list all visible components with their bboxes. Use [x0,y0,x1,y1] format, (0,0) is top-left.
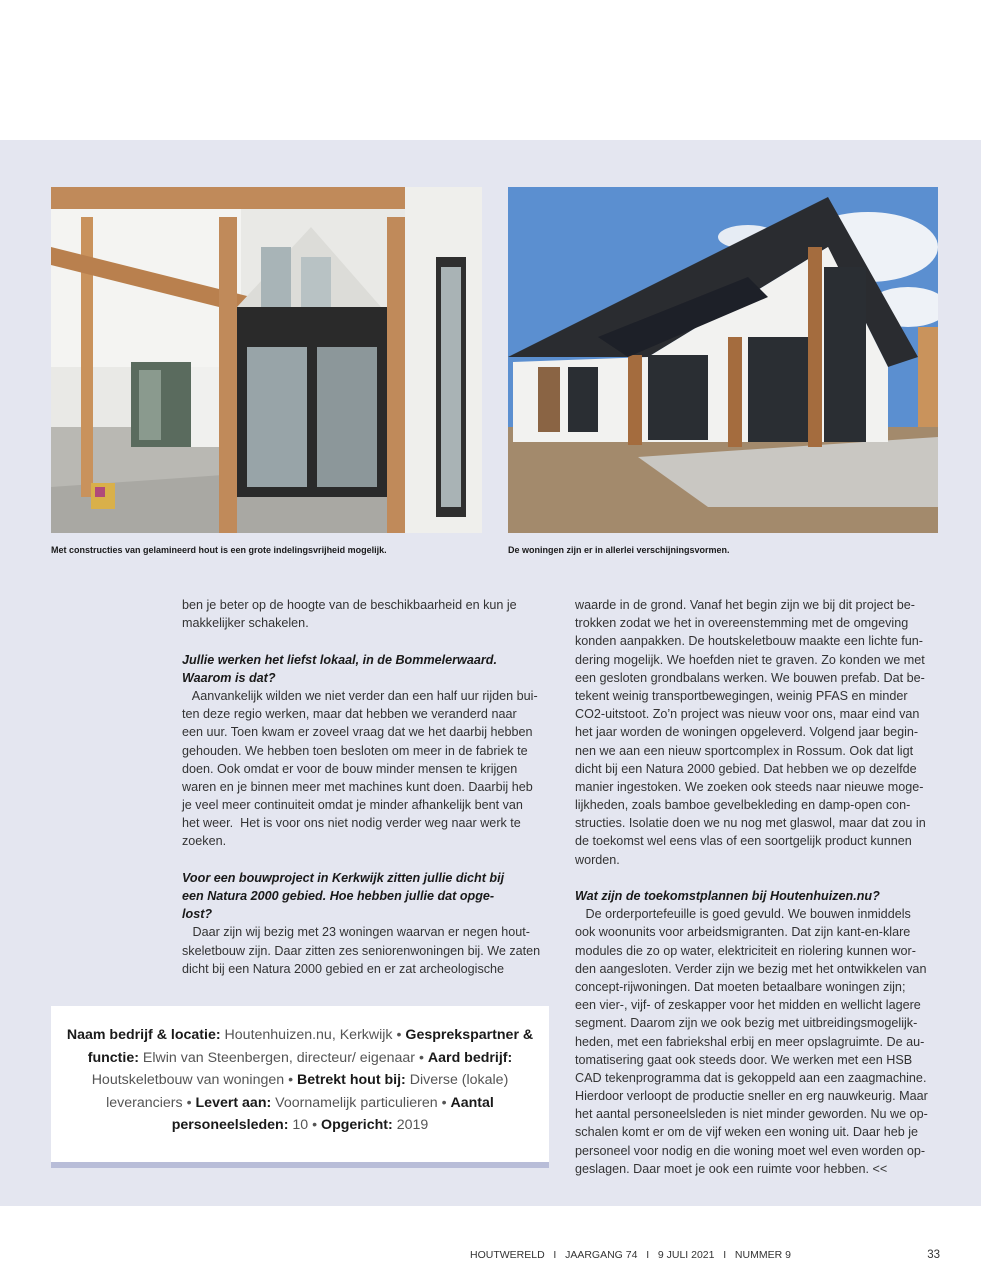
article-text-line: nen we aan een nieuw sportcomplex in Rossum. Ook dat ligt [575,743,914,758]
article-text-line: de toekomst wel eens vlas of een soortgelijk product kunnen [575,834,912,849]
paragraph-gap [182,851,550,869]
info-label-supply: Levert aan: [195,1094,272,1111]
article-text-line: segment. Daarom zijn we ook bezig met uitbreidingsmogelijk- [575,1016,918,1031]
article-text-line: modules die zo op water, elektriciteit en riolering kunnen wor- [575,943,916,958]
article-text-line: waarde in de grond. Vanaf het begin zijn we bij dit project be- [575,598,916,612]
article-question-line: Jullie werken het liefst lokaal, in de Bommelerwaard. [182,652,497,667]
article-text-line: trokken zodat we het in overeenstemming met de omgeving [575,616,909,631]
house-exterior-photo [508,187,938,533]
article-text-line: dering mogelijk. We hoefden niet te graven. Zo konden we met [575,652,925,667]
article-text-line: Hierdoor verloopt de productie sneller en erg nauwkeurig. Maar [575,1089,928,1104]
article-text-line: heden, met een fabriekshal erbij en meer opslagruimte. De au- [575,1034,925,1049]
article-question-line: Wat zijn de toekomstplannen bij Houtenhuizen.nu? [575,889,880,903]
article-question-line: Voor een bouwproject in Kerkwijk zitten jullie dicht bij [182,870,505,885]
article-question-line: lost? [182,907,213,922]
article-text-line: ben je beter op de hoogte van de beschikbaarheid en kun je [182,598,517,612]
info-separator: • [396,1027,402,1043]
article-text-line: een vier-, vijf- of zeskapper voor het midden en wellicht lagere [575,998,921,1013]
article-text-line: De orderportefeuille is goed gevuld. We bouwen inmiddels [575,907,911,922]
article-text-line: ten deze regio werken, maar dat hebben we veranderd naar [182,707,517,722]
info-value-type: Houtskeletbouw van woningen [91,1072,285,1089]
article-text-line: waren en je binnen meer met machines kunt doen. Daarbij heb [182,779,533,794]
article-text-line: personeel voor nodig en die woning moet wel even worden op- [575,1143,926,1158]
article-text-line: dicht bij een Natura 2000 gebied en er zat archeologische [182,961,505,976]
company-info-text [60,1024,540,1137]
info-separator: • [288,1072,294,1089]
info-label-founded: Opgericht: [321,1117,393,1134]
article-question-line: Waarom is dat? [182,670,276,685]
info-separator: • [441,1094,447,1111]
article-column-right [575,596,940,1178]
info-value-partner: Elwin van Steenbergen, directeur/ eigenaar [142,1049,416,1066]
article-text-line: een gesloten grondbalans werken. We bouwen prefab. Dat be- [575,670,925,685]
article-column-left [182,596,550,978]
article-text-line: het weer. Het is voor ons niet nodig verder weg naar werk te [182,816,521,831]
info-separator: • [418,1049,424,1066]
interior-photo [51,187,482,533]
article-text-line: dicht bij een Natura 2000 gebied. Dat hebben we op dezelfde [575,761,917,776]
info-label-wood: Betrekt hout bij: [297,1072,406,1089]
article-text-line: CAD tekenprogramma dat is gekoppeld aan een zaagmachine. [575,1070,927,1085]
article-text-line: manier ingestoken. We zoeken ook steeds naar nieuwe moge- [575,779,924,794]
info-label-staff: Aantal personeelsleden: [171,1094,494,1134]
info-value-wood: Diverse (lokale) leveranciers [106,1072,509,1111]
paragraph-gap [182,632,550,650]
article-text-line: tomatisering gaat ook steeds door. We werken met een HSB [575,1052,913,1067]
article-text-line: zoeken. [182,834,227,849]
paragraph-gap [575,869,940,887]
article-text-line: tekent weinig transportbewegingen, weinig PFAS en minder [575,688,908,703]
info-separator: • [186,1094,192,1111]
article-question-line: een Natura 2000 gebied. Hoe hebben jullie dat opge- [182,889,495,903]
article-text-line: het jaar worden de woningen opgeleverd. Volgend jaar begin- [575,725,919,740]
info-value-name: Houtenhuizen.nu, Kerkwijk [224,1027,393,1043]
article-text-line: makkelijker schakelen. [182,616,309,631]
article-text-line: lijkheden, zoals bamboe gevelbekleding en damp-open con- [575,798,911,813]
article-text-line: je veel meer continuiteit omdat je minder afhankelijk bent van [182,798,523,813]
article-text-line: het aantal personeelsleden is niet minder geworden. Nu we op- [575,1107,928,1122]
article-text-line: CO2-uitstoot. Zo’n project was nieuw voor ons, maar eind van [575,707,920,722]
article-text-line: Daar zijn wij bezig met 23 woningen waarvan er negen hout- [182,925,530,940]
article-text-line: ook woonunits voor arbeidsmigranten. Dat zijn kant-en-klare [575,925,911,940]
info-label-partner: Gesprekspartner & functie: [87,1027,534,1066]
page-footer [470,1249,940,1261]
article-text-line: een uur. Toen kwam er zoveel vraag dat we het daarbij hebben [182,725,533,740]
article-text-line: den aangesloten. Verder zijn we bezig met het ontwikkelen van [575,961,927,976]
footer-publication: HOUTWERELD I JAARGANG 74 I 9 JULI 2021 I NUMMER 9 [470,1249,791,1261]
article-text-line: Aanvankelijk wilden we niet verder dan een half uur rijden bui- [182,688,538,703]
right-photo-caption: De woningen zijn er in allerlei verschijningsvormen. [508,545,730,555]
left-photo-caption: Met constructies van gelamineerd hout is een grote indelingsvrijheid mogelijk. [51,545,387,555]
article-text-line: schalen komt er om de vijf weken een woning uit. Daar heb je [575,1125,919,1140]
article-text-line: gehouden. We hebben toen besloten om meer in de fabriek te [182,743,528,758]
article-text-line: geslagen. Daar moet je ook een ruimte voor hebben. << [575,1161,888,1176]
article-text-line: concept-rijwoningen. Dat moeten betaalbare woningen zijn; [575,979,906,994]
info-value-supply: Voornamelijk particulieren [275,1094,438,1111]
info-label-name: Naam bedrijf & locatie: [66,1027,221,1043]
article-text-line: structies. Isolatie doen we nu nog met glaswol, maar dat zou in [575,816,926,831]
article-text-line: worden. [575,852,620,867]
page-number: 33 [927,1249,940,1261]
info-label-type: Aard bedrijf: [427,1049,513,1066]
article-text-line: doen. Ook omdat er voor de bouw minder mensen te krijgen [182,761,518,776]
article-text-line: konden aanpakken. De houtskeletbouw maakte een lichte fun- [575,634,923,649]
info-value-staff: 10 [292,1117,309,1134]
info-value-founded: 2019 [396,1117,429,1134]
article-text-line: skeletbouw zijn. Daar zitten zes seniorenwoningen bij. We zaten [182,943,541,958]
info-separator: • [312,1117,318,1134]
